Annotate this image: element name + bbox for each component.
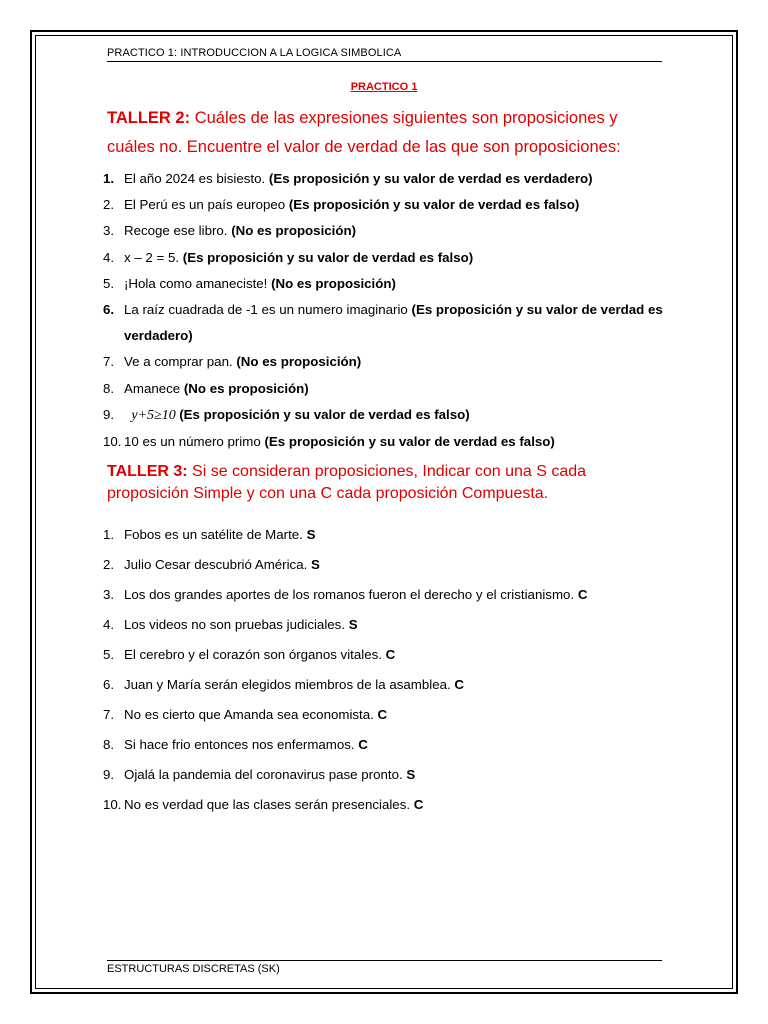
item-answer: (Es proposición y su valor de verdad es falso) xyxy=(179,406,470,422)
item-answer: (Es proposición y su valor de verdad es verdadero) xyxy=(268,171,593,186)
item-text: Los dos grandes aportes de los romanos fueron el derecho y el cristianismo. xyxy=(124,587,578,602)
taller3-list xyxy=(103,520,718,820)
item-text: La raíz cuadrada de -1 es un numero imaginario xyxy=(124,302,412,318)
item-number: 1. xyxy=(103,171,115,186)
list-item xyxy=(103,670,718,700)
item-text: El cerebro y el corazón son órganos vitales. xyxy=(124,647,386,662)
item-text: Los videos no son pruebas judiciales. xyxy=(124,617,349,632)
list-item xyxy=(103,610,718,640)
item-number: 9. xyxy=(103,406,115,422)
item-number: 3. xyxy=(103,223,115,239)
item-number: 5. xyxy=(103,647,115,662)
item-answer: S xyxy=(306,527,316,542)
item-text: El Perú es un país europeo xyxy=(124,197,289,213)
taller3-heading xyxy=(107,461,667,505)
list-item xyxy=(103,550,718,580)
item-number: 7. xyxy=(103,707,115,722)
item-number: 2. xyxy=(103,197,115,213)
item-answer: C xyxy=(577,587,588,602)
item-number: 8. xyxy=(103,380,115,396)
item-text: No es cierto que Amanda sea economista. xyxy=(124,707,378,722)
item-text: Julio Cesar descubrió América. xyxy=(124,557,311,572)
item-number: 6. xyxy=(103,302,115,318)
item-text: Fobos es un satélite de Marte. xyxy=(124,527,307,542)
item-text: x – 2 = 5. xyxy=(124,249,183,265)
item-answer: (No es proposición) xyxy=(236,354,362,370)
page-header: PRACTICO 1: INTRODUCCION A LA LOGICA SIMBOLICA xyxy=(107,47,662,62)
practice-title: PRACTICO 1 xyxy=(350,81,418,93)
page-footer: ESTRUCTURAS DISCRETAS (SK) xyxy=(107,960,662,975)
item-number: 8. xyxy=(103,737,115,752)
item-answer: S xyxy=(348,617,358,632)
list-item xyxy=(103,166,718,192)
item-answer: S xyxy=(406,767,416,782)
item-number: 4. xyxy=(103,617,115,632)
item-number: 6. xyxy=(103,677,115,692)
item-number: 7. xyxy=(103,354,115,370)
item-number: 10. xyxy=(103,797,122,812)
taller2-heading xyxy=(107,104,667,162)
list-item xyxy=(103,730,718,760)
item-answer: C xyxy=(377,707,388,722)
list-item xyxy=(103,760,718,790)
item-number: 3. xyxy=(103,587,115,602)
list-item xyxy=(103,790,718,820)
item-number: 2. xyxy=(103,557,115,572)
item-number: 9. xyxy=(103,767,115,782)
item-answer: (Es proposición y su valor de verdad es falso) xyxy=(182,249,474,265)
item-answer: (No es proposición) xyxy=(231,223,357,239)
list-item xyxy=(103,700,718,730)
item-text: ¡Hola como amaneciste! xyxy=(124,275,272,291)
list-item xyxy=(103,297,718,349)
taller2-label: TALLER 2: xyxy=(107,109,191,127)
item-text: El año 2024 es bisiesto. xyxy=(124,171,269,186)
list-item xyxy=(103,349,718,375)
item-number: 10. xyxy=(103,434,122,450)
item-text: Juan y María serán elegidos miembros de la asamblea. xyxy=(124,677,455,692)
taller3-label: TALLER 3: xyxy=(107,463,188,480)
taller2-list xyxy=(103,166,718,455)
item-answer: C xyxy=(358,737,368,752)
item-answer: C xyxy=(385,647,396,662)
list-item xyxy=(103,640,718,670)
item-answer: (No es proposición) xyxy=(183,380,309,396)
item-answer: C xyxy=(413,797,424,812)
item-text: Ve a comprar pan. xyxy=(124,354,237,370)
item-text: No es verdad que las clases serán presenciales. xyxy=(124,797,414,812)
item-text: Amanece xyxy=(124,380,184,396)
item-answer: C xyxy=(454,677,464,692)
item-answer: S xyxy=(310,557,320,572)
list-item xyxy=(103,192,718,218)
item-answer: (Es proposición y su valor de verdad es falso) xyxy=(264,434,555,450)
list-item xyxy=(103,429,718,455)
taller2-text: Cuáles de las expresiones siguientes son proposiciones y cuáles no. Encuentre el valor de verdad de las que son proposiciones: xyxy=(107,109,621,156)
item-answer: (Es proposición y su valor de verdad es falso) xyxy=(288,197,580,213)
item-number: 1. xyxy=(103,527,115,542)
item-formula: y+5≥10 xyxy=(131,407,180,423)
list-item xyxy=(103,376,718,402)
item-text: 10 es un número primo xyxy=(124,434,265,450)
item-text: Si hace frio entonces nos enfermamos. xyxy=(124,737,359,752)
item-answer: (Es proposición y su valor de verdad es verdadero) xyxy=(124,302,663,344)
list-item xyxy=(103,402,718,429)
item-answer: (No es proposición) xyxy=(271,275,396,291)
item-number: 5. xyxy=(103,275,115,291)
item-text: Ojalá la pandemia del coronavirus pase pronto. xyxy=(124,767,407,782)
list-item xyxy=(103,580,718,610)
item-number: 4. xyxy=(103,249,115,265)
taller3-text: Si se consideran proposiciones, Indicar con una S cada proposición Simple y con una C cada proposición Compuesta. xyxy=(107,463,587,502)
list-item xyxy=(103,271,718,297)
list-item xyxy=(103,245,718,271)
item-text: Recoge ese libro. xyxy=(124,223,232,239)
list-item xyxy=(103,218,718,244)
list-item xyxy=(103,520,718,550)
